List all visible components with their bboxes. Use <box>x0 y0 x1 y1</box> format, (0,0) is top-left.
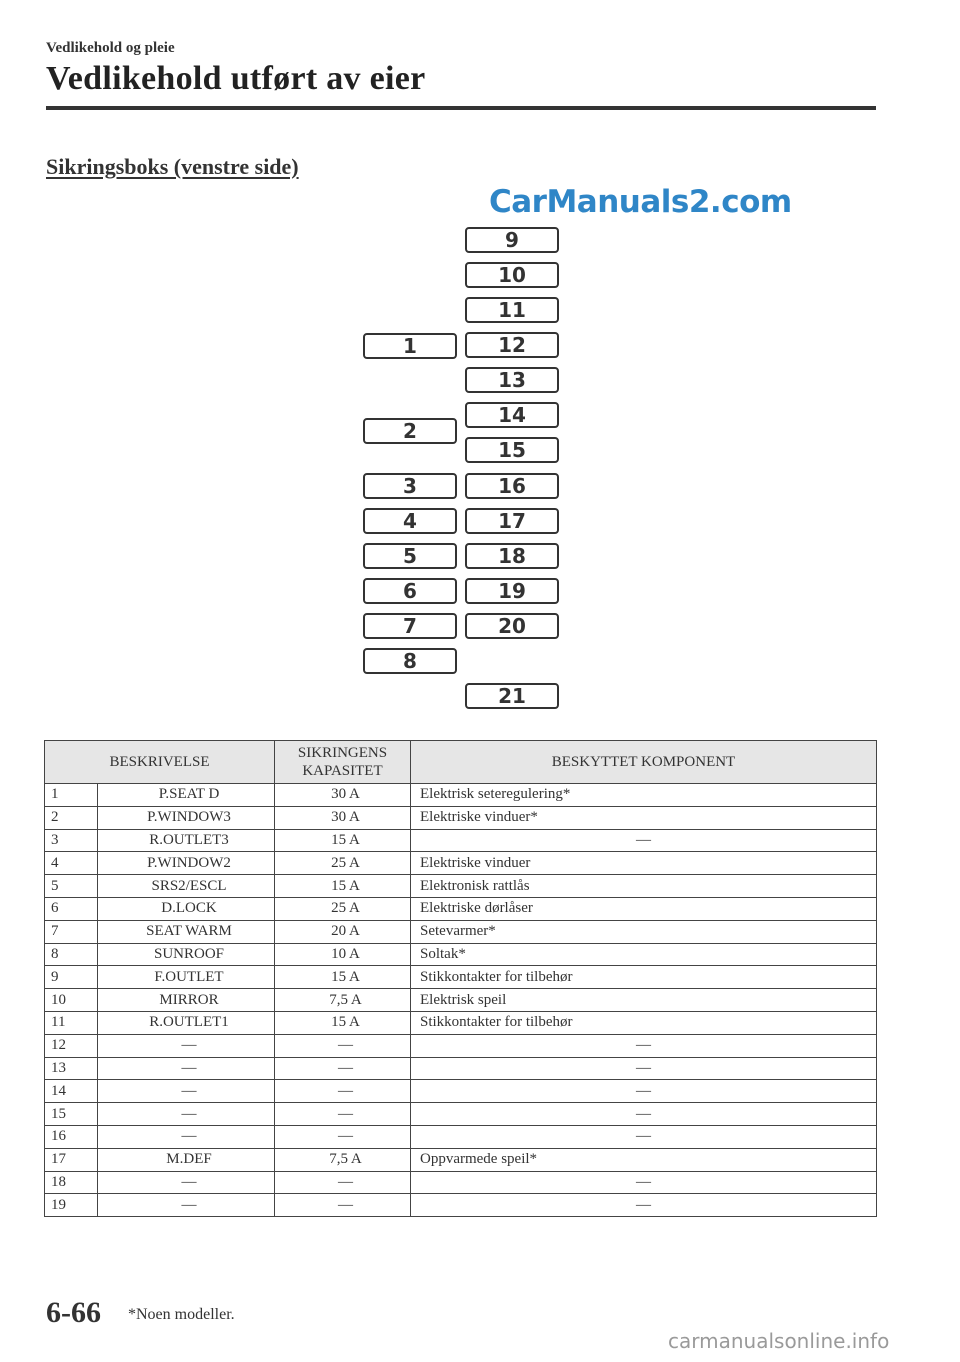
fuse-5: 5 <box>363 543 457 569</box>
fuse-16: 16 <box>465 473 559 499</box>
cell-number: 2 <box>45 806 98 829</box>
cell-capacity: 25 A <box>275 897 411 920</box>
cell-capacity: 15 A <box>275 1011 411 1034</box>
cell-number: 4 <box>45 852 98 875</box>
cell-component: Soltak* <box>411 943 877 966</box>
cell-description: — <box>98 1194 275 1217</box>
cell-description: SUNROOF <box>98 943 275 966</box>
page-number: 6-66 <box>46 1296 101 1329</box>
cell-capacity: — <box>275 1103 411 1126</box>
cell-number: 15 <box>45 1103 98 1126</box>
cell-description: — <box>98 1125 275 1148</box>
cell-capacity: 10 A <box>275 943 411 966</box>
table-row <box>45 1034 877 1057</box>
cell-capacity: 15 A <box>275 829 411 852</box>
cell-component: Setevarmer* <box>411 920 877 943</box>
cell-component: Elektrisk speil <box>411 989 877 1012</box>
watermark-bottom: carmanualsonline.info <box>668 1329 890 1353</box>
cell-component: Elektriske dørlåser <box>411 897 877 920</box>
fuse-1: 1 <box>363 333 457 359</box>
cell-capacity: 20 A <box>275 920 411 943</box>
fuse-17: 17 <box>465 508 559 534</box>
cell-number: 12 <box>45 1034 98 1057</box>
cell-number: 9 <box>45 966 98 989</box>
cell-component: — <box>411 1080 877 1103</box>
table-row <box>45 1103 877 1126</box>
table-row <box>45 1011 877 1034</box>
fuse-12: 12 <box>465 332 559 358</box>
cell-description: P.SEAT D <box>98 784 275 807</box>
fuse-14: 14 <box>465 402 559 428</box>
cell-capacity: 15 A <box>275 875 411 898</box>
cell-capacity: — <box>275 1125 411 1148</box>
cell-capacity: 30 A <box>275 784 411 807</box>
fuse-15: 15 <box>465 437 559 463</box>
cell-capacity: — <box>275 1194 411 1217</box>
fuse-11: 11 <box>465 297 559 323</box>
fuse-10: 10 <box>465 262 559 288</box>
cell-number: 18 <box>45 1171 98 1194</box>
table-row <box>45 784 877 807</box>
cell-capacity: 30 A <box>275 806 411 829</box>
cell-component: Elektronisk rattlås <box>411 875 877 898</box>
cell-number: 8 <box>45 943 98 966</box>
fuse-13: 13 <box>465 367 559 393</box>
table-row <box>45 875 877 898</box>
cell-number: 6 <box>45 897 98 920</box>
cell-component: — <box>411 1057 877 1080</box>
fuse-table <box>44 740 877 1217</box>
table-row <box>45 1194 877 1217</box>
cell-number: 19 <box>45 1194 98 1217</box>
cell-capacity: 7,5 A <box>275 1148 411 1171</box>
cell-capacity: 15 A <box>275 966 411 989</box>
table-row <box>45 806 877 829</box>
cell-component: Elektriske vinduer* <box>411 806 877 829</box>
header-description: BESKRIVELSE <box>45 741 275 784</box>
cell-description: D.LOCK <box>98 897 275 920</box>
cell-description: MIRROR <box>98 989 275 1012</box>
cell-component: — <box>411 1103 877 1126</box>
cell-capacity: — <box>275 1034 411 1057</box>
cell-description: F.OUTLET <box>98 966 275 989</box>
table-row <box>45 897 877 920</box>
table-row <box>45 1125 877 1148</box>
table-row <box>45 1057 877 1080</box>
table-row <box>45 989 877 1012</box>
footnote: *Noen modeller. <box>128 1306 235 1323</box>
cell-capacity: 7,5 A <box>275 989 411 1012</box>
header-capacity-line2: KAPASITET <box>302 763 383 779</box>
table-row <box>45 943 877 966</box>
fuse-4: 4 <box>363 508 457 534</box>
fuse-21: 21 <box>465 683 559 709</box>
cell-component: Elektrisk seteregulering* <box>411 784 877 807</box>
cell-component: Oppvarmede speil* <box>411 1148 877 1171</box>
fuse-19: 19 <box>465 578 559 604</box>
cell-capacity: — <box>275 1057 411 1080</box>
cell-number: 16 <box>45 1125 98 1148</box>
cell-number: 7 <box>45 920 98 943</box>
cell-description: — <box>98 1080 275 1103</box>
header-capacity-line1: SIKRINGENS <box>297 745 388 761</box>
cell-component: — <box>411 1194 877 1217</box>
sub-heading: Sikringsboks (venstre side) <box>46 154 299 179</box>
fuse-2: 2 <box>363 418 457 444</box>
page-title: Vedlikehold utført av eier <box>46 60 426 97</box>
cell-description: — <box>98 1103 275 1126</box>
cell-number: 13 <box>45 1057 98 1080</box>
table-header-row <box>45 741 877 784</box>
table-row <box>45 966 877 989</box>
section-label: Vedlikehold og pleie <box>46 40 175 56</box>
fuse-20: 20 <box>465 613 559 639</box>
fuse-7: 7 <box>363 613 457 639</box>
cell-capacity: 25 A <box>275 852 411 875</box>
fuse-18: 18 <box>465 543 559 569</box>
table-row <box>45 1080 877 1103</box>
cell-component: — <box>411 829 877 852</box>
cell-description: R.OUTLET1 <box>98 1011 275 1034</box>
cell-component: — <box>411 1171 877 1194</box>
title-rule <box>46 106 876 110</box>
cell-component: Stikkontakter for tilbehør <box>411 1011 877 1034</box>
cell-number: 14 <box>45 1080 98 1103</box>
cell-component: — <box>411 1125 877 1148</box>
cell-number: 1 <box>45 784 98 807</box>
cell-description: — <box>98 1034 275 1057</box>
cell-number: 5 <box>45 875 98 898</box>
cell-description: P.WINDOW2 <box>98 852 275 875</box>
cell-number: 11 <box>45 1011 98 1034</box>
cell-description: SRS2/ESCL <box>98 875 275 898</box>
watermark-top: CarManuals2.com <box>489 184 792 220</box>
table-row <box>45 1171 877 1194</box>
cell-component: — <box>411 1034 877 1057</box>
fuse-3: 3 <box>363 473 457 499</box>
fuse-6: 6 <box>363 578 457 604</box>
table-row <box>45 920 877 943</box>
header-capacity <box>275 741 411 784</box>
cell-description: SEAT WARM <box>98 920 275 943</box>
cell-description: R.OUTLET3 <box>98 829 275 852</box>
cell-component: Stikkontakter for tilbehør <box>411 966 877 989</box>
cell-number: 10 <box>45 989 98 1012</box>
fuse-9: 9 <box>465 227 559 253</box>
cell-number: 17 <box>45 1148 98 1171</box>
fuse-8: 8 <box>363 648 457 674</box>
table-row <box>45 829 877 852</box>
cell-capacity: — <box>275 1171 411 1194</box>
table-row <box>45 1148 877 1171</box>
cell-description: — <box>98 1171 275 1194</box>
header-component: BESKYTTET KOMPONENT <box>411 741 877 784</box>
cell-description: — <box>98 1057 275 1080</box>
cell-description: M.DEF <box>98 1148 275 1171</box>
cell-capacity: — <box>275 1080 411 1103</box>
cell-number: 3 <box>45 829 98 852</box>
table-row <box>45 852 877 875</box>
cell-component: Elektriske vinduer <box>411 852 877 875</box>
cell-description: P.WINDOW3 <box>98 806 275 829</box>
